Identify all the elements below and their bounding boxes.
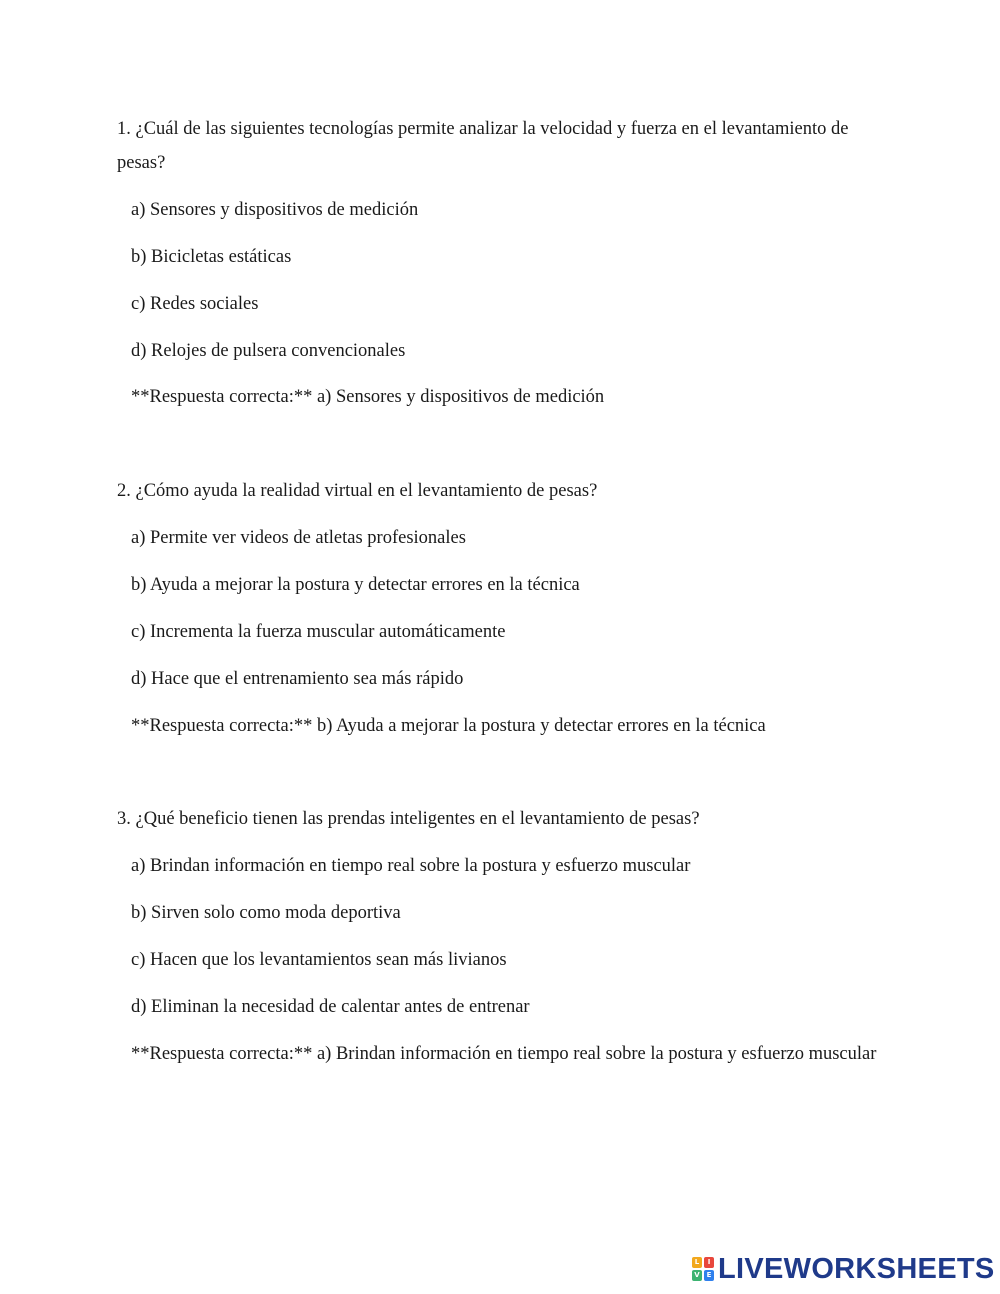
- question-2-answer: **Respuesta correcta:** b) Ayuda a mejorar la postura y detectar errores en la técnica: [131, 716, 766, 736]
- logo-mark-letter: E: [704, 1270, 714, 1281]
- question-3-option-a: a) Brindan información en tiempo real sobre la postura y esfuerzo muscular: [131, 856, 691, 876]
- logo-mark-letter: V: [692, 1270, 702, 1281]
- question-1-option-a: a) Sensores y dispositivos de medición: [131, 200, 419, 220]
- question-3-answer: **Respuesta correcta:** a) Brindan información en tiempo real sobre la postura y esfuerzo muscular: [131, 1044, 877, 1064]
- question-1-option-b: b) Bicicletas estáticas: [131, 247, 292, 267]
- question-2-option-b: b) Ayuda a mejorar la postura y detectar errores en la técnica: [131, 575, 580, 595]
- question-3-text: 3. ¿Qué beneficio tienen las prendas inteligentes en el levantamiento de pesas?: [117, 809, 700, 829]
- logo-text: LIVEWORKSHEETS: [718, 1252, 995, 1285]
- question-1-option-c: c) Redes sociales: [131, 294, 259, 314]
- question-3-option-d: d) Eliminan la necesidad de calentar antes de entrenar: [131, 997, 530, 1017]
- question-2-option-a: a) Permite ver videos de atletas profesionales: [131, 528, 466, 548]
- question-1-option-d: d) Relojes de pulsera convencionales: [131, 341, 406, 361]
- question-3-option-b: b) Sirven solo como moda deportiva: [131, 903, 401, 923]
- question-2-text: 2. ¿Cómo ayuda la realidad virtual en el levantamiento de pesas?: [117, 481, 598, 501]
- logo-mark-letter: I: [704, 1257, 714, 1268]
- question-1-answer: **Respuesta correcta:** a) Sensores y dispositivos de medición: [131, 387, 605, 407]
- question-3-option-c: c) Hacen que los levantamientos sean más livianos: [131, 950, 507, 970]
- logo-mark-letter: L: [692, 1257, 702, 1268]
- question-1-text: 1. ¿Cuál de las siguientes tecnologías permite analizar la velocidad y fuerza en el levantamiento de pesas?: [117, 119, 849, 173]
- liveworksheets-logo: [692, 1252, 995, 1286]
- liveworksheets-mark-icon: [692, 1257, 714, 1281]
- question-2-option-d: d) Hace que el entrenamiento sea más rápido: [131, 669, 464, 689]
- question-2-option-c: c) Incrementa la fuerza muscular automáticamente: [131, 622, 506, 642]
